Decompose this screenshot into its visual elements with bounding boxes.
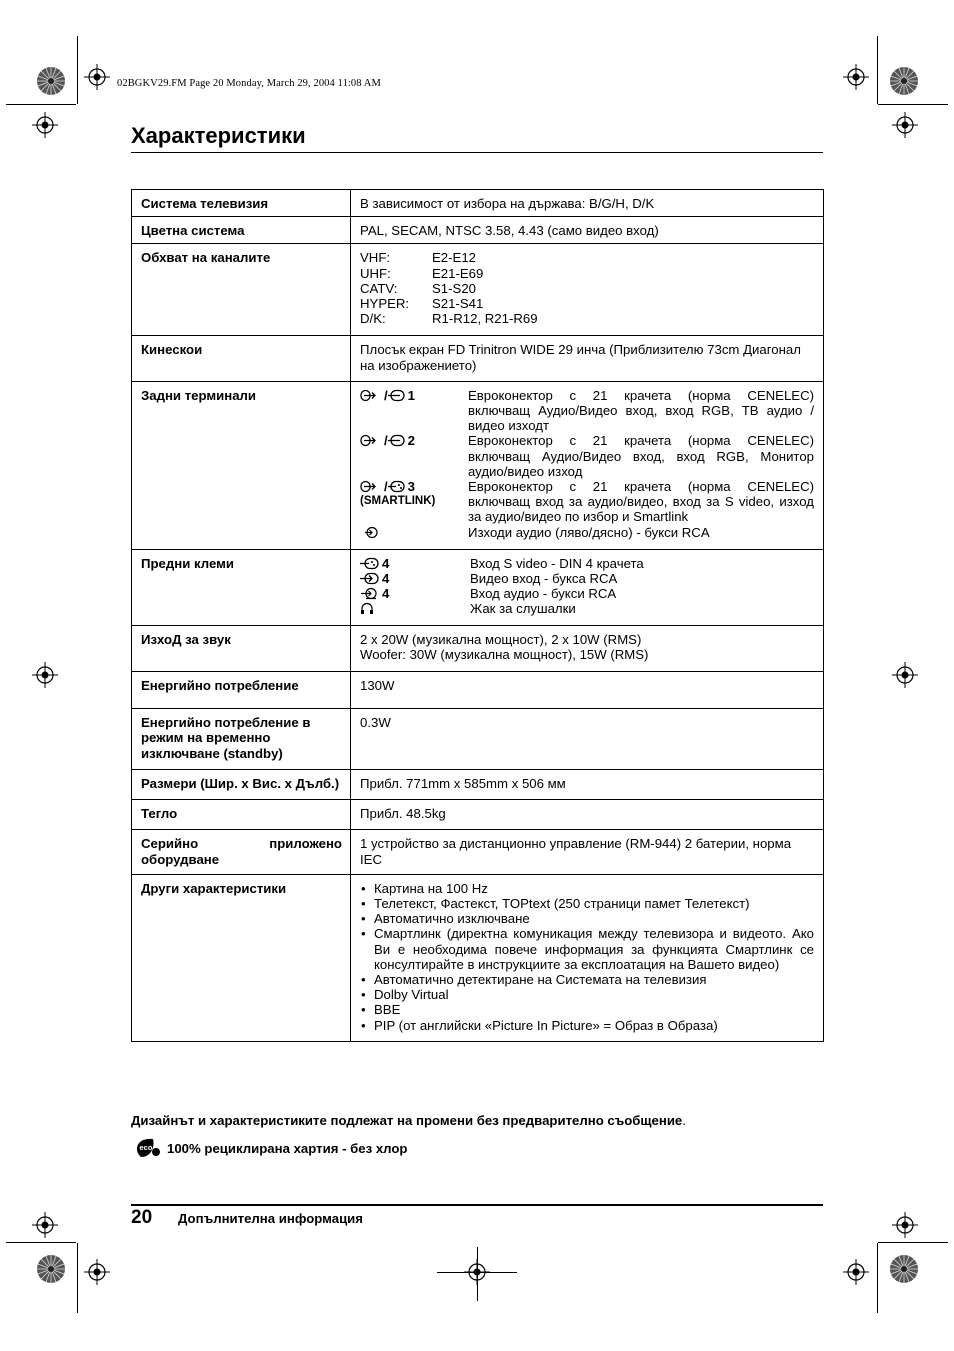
- channel-range-row: [360, 266, 814, 281]
- feature-list: [360, 881, 814, 1033]
- front-terminal-list: [351, 549, 824, 625]
- table-row: [132, 800, 824, 830]
- list-item: • BBE: [374, 1002, 814, 1017]
- table-row: [132, 190, 824, 217]
- terminal-description: Евроконектор с 21 крачета (норма CENELEC) включващ Аудио/Видео вход, вход RGB, Монитор аудио/видео изход: [468, 433, 814, 479]
- terminal-number: 4: [382, 571, 390, 587]
- terminal-description: Изходи аудио (ляво/дясно) - букси RCA: [468, 524, 710, 540]
- table-row: [132, 874, 824, 1041]
- table-row: [132, 625, 824, 671]
- crop-mark: [878, 1242, 948, 1243]
- band-name: D/K:: [360, 311, 386, 327]
- page-title: Характеристики: [131, 123, 306, 148]
- spec-label: Тегло: [132, 800, 351, 830]
- eco-note: [135, 1137, 407, 1159]
- scart-in-icon: [360, 389, 382, 402]
- rear-terminal-row: [360, 433, 814, 479]
- terminal-description: Жак за слушалки: [470, 601, 576, 617]
- s-video-input-icon: [360, 557, 380, 570]
- eco-leaf-icon: [135, 1137, 161, 1159]
- spec-value: В зависимост от избора на държава: B/G/H, D/K: [351, 190, 824, 217]
- list-item: • Смартлинк (директна комуникация между телевизора и видеото. Ако Ви е необходима повече информация за функцията Смартлинк се консултирайте в инструкциите за експлоатация на Вашето видео): [374, 926, 814, 972]
- scart-in-icon: [360, 480, 382, 493]
- rear-terminal-row: [360, 388, 814, 434]
- terminal-description: Видео вход - букса RCA: [470, 571, 618, 587]
- terminal-code: / 1: [360, 388, 468, 434]
- sound-line: Woofer: 30W (музикална мощност), 15W (RMS): [360, 646, 649, 662]
- spec-label: Система телевизия: [132, 190, 351, 217]
- band-range: E2-E12: [432, 250, 476, 266]
- terminal-code: [360, 525, 468, 540]
- list-item: • Dolby Virtual: [374, 987, 814, 1002]
- table-row: [132, 244, 824, 336]
- registration-mark-icon: [892, 662, 918, 688]
- channel-range-row: [360, 311, 814, 326]
- scart-in-icon: [360, 434, 382, 447]
- change-notice: [131, 1113, 686, 1128]
- video-input-icon: [360, 572, 380, 585]
- table-row: [132, 769, 824, 799]
- registration-mark-icon: [892, 112, 918, 138]
- spec-label: Обхват на каналите: [132, 244, 351, 336]
- band-name: CATV:: [360, 280, 398, 296]
- terminal-number: 3: [407, 479, 416, 495]
- crop-mark: [477, 1247, 478, 1301]
- page-number: 20: [131, 1207, 153, 1228]
- spec-label: Кинескои: [132, 336, 351, 381]
- spec-label: Цветна система: [132, 217, 351, 244]
- list-item: • Автоматично изключване: [374, 911, 814, 926]
- table-row: [132, 672, 824, 709]
- front-terminal-row: [360, 571, 814, 586]
- channel-range-row: [360, 296, 814, 311]
- scart-out-icon: [388, 389, 406, 402]
- terminal-number: 4: [382, 586, 390, 602]
- front-terminal-row: [360, 586, 814, 601]
- table-row: [132, 709, 824, 770]
- spec-value: Плосък екран FD Trinitron WIDE 29 инча (Приблизителю 73cm Диагонал на изображението): [351, 336, 824, 381]
- spec-value: 130W: [351, 672, 824, 709]
- footer-divider: [131, 1204, 823, 1206]
- spec-label: Други характеристики: [132, 874, 351, 1041]
- crop-mark: [6, 104, 76, 105]
- front-terminal-row: [360, 556, 814, 571]
- crop-mark: [877, 36, 878, 104]
- crop-mark: [878, 104, 948, 105]
- spec-value: 1 устройство за дистанционно управление (RM-944) 2 батерии, норма IEC: [351, 830, 824, 874]
- list-item: • Картина на 100 Hz: [374, 881, 814, 896]
- table-row: [132, 217, 824, 244]
- terminal-number: 2: [407, 433, 416, 449]
- headphones-icon: [360, 602, 374, 615]
- s-video-icon: [388, 480, 406, 493]
- list-item: • Телетекст, Фастекст, TOPtext (250 страници памет Телетекст): [374, 896, 814, 911]
- terminal-code: [360, 571, 470, 586]
- registration-mark-icon: [843, 64, 869, 90]
- terminal-code: / 2: [360, 433, 468, 479]
- band-name: UHF:: [360, 265, 391, 281]
- terminal-code: [360, 586, 470, 601]
- spec-label: Серийно приложено оборудване: [132, 830, 351, 874]
- band-range: R1-R12, R21-R69: [432, 311, 538, 327]
- crop-mark: [877, 1243, 878, 1313]
- terminal-code: [360, 601, 470, 616]
- terminal-sublabel: (SMARTLINK): [360, 495, 436, 508]
- spec-label: Предни клеми: [132, 549, 351, 625]
- spec-value: 0.3W: [351, 709, 824, 770]
- band-range: E21-E69: [432, 265, 484, 281]
- spec-value: Прибл. 771mm x 585mm x 506 мм: [351, 769, 824, 799]
- terminal-number: 4: [382, 555, 390, 571]
- audio-out-icon: [364, 526, 378, 539]
- rear-terminal-list: [351, 381, 824, 549]
- spec-label: Енергийно потребление: [132, 672, 351, 709]
- channel-range-list: [351, 244, 824, 336]
- list-item: • PIP (от английски «Picture In Picture» = Образ в Образа): [374, 1018, 814, 1033]
- registration-mark-icon: [32, 662, 58, 688]
- section-title: Допълнителна информация: [178, 1211, 363, 1226]
- spec-value: Прибл. 48.5kg: [351, 800, 824, 830]
- sound-line: 2 x 20W (музикална мощност), 2 x 10W (RMS): [360, 631, 642, 647]
- table-row: [132, 381, 824, 549]
- registration-mark-icon: [32, 112, 58, 138]
- spec-value: [351, 625, 824, 671]
- table-row: [132, 830, 824, 874]
- terminal-code: [360, 556, 470, 571]
- band-name: VHF:: [360, 250, 391, 266]
- rear-terminal-row: [360, 479, 814, 525]
- scart-out-icon: [388, 434, 406, 447]
- notice-period: .: [682, 1113, 686, 1128]
- spec-value: PAL, SECAM, NTSC 3.58, 4.43 (само видео вход): [351, 217, 824, 244]
- spec-label: Задни терминали: [132, 381, 351, 549]
- terminal-description: Евроконектор с 21 крачета (норма CENELEC) включващ Аудио/Видео вход, вход RGB, ТВ аудио / видео изходт: [468, 387, 814, 434]
- spec-table: [131, 189, 824, 1042]
- list-item: • Автоматично детектиране на Системата на телевизия: [374, 972, 814, 987]
- spec-label: ИзхоД за звук: [132, 625, 351, 671]
- eco-text: 100% рециклирана хартия - без хлор: [167, 1140, 408, 1156]
- registration-mark-icon: [84, 1259, 110, 1285]
- spec-label: Размери (Шир. x Вис. x Дълб.): [132, 769, 351, 799]
- band-range: S21-S41: [432, 296, 484, 312]
- registration-mark-icon: [843, 1259, 869, 1285]
- registration-mark-icon: [84, 64, 110, 90]
- terminal-description: Евроконектор с 21 крачета (норма CENELEC) включващ вход за аудио/видео, вход за S video, изход за аудио/видео по избор и Smartlink: [468, 479, 814, 525]
- terminal-description: Вход аудио - букси RCA: [470, 586, 617, 602]
- color-wheel-icon: [889, 66, 919, 96]
- terminal-number: 1: [407, 387, 416, 403]
- color-wheel-icon: [889, 1254, 919, 1284]
- crop-mark: [77, 36, 78, 104]
- notice-text: Дизайнът и характеристиките подлежат на промени без предварително съобщение: [131, 1113, 683, 1128]
- crop-mark: [6, 1242, 76, 1243]
- table-row: [132, 336, 824, 381]
- eco-logo-text: eco: [139, 1143, 153, 1152]
- terminal-code: / 3 (SMARTLINK): [360, 479, 468, 525]
- front-terminal-row: [360, 601, 814, 616]
- registration-mark-icon: [32, 1212, 58, 1238]
- features-cell: [351, 874, 824, 1041]
- file-header: 02BGKV29.FM Page 20 Monday, March 29, 2004 11:08 AM: [117, 78, 381, 89]
- table-row: [132, 549, 824, 625]
- band-name: HYPER:: [360, 296, 410, 312]
- crop-mark: [77, 1243, 78, 1313]
- channel-range-row: [360, 281, 814, 296]
- rear-terminal-row: [360, 525, 814, 540]
- spec-label: Енергийно потребление в режим на временно изключване (standby): [132, 709, 351, 770]
- audio-input-icon: [360, 587, 380, 600]
- terminal-description: Вход S video - DIN 4 крачета: [470, 555, 644, 571]
- title-divider: [131, 152, 823, 153]
- registration-mark-icon: [892, 1212, 918, 1238]
- color-wheel-icon: [36, 66, 66, 96]
- color-wheel-icon: [36, 1254, 66, 1284]
- channel-range-row: [360, 250, 814, 265]
- band-range: S1-S20: [432, 280, 476, 296]
